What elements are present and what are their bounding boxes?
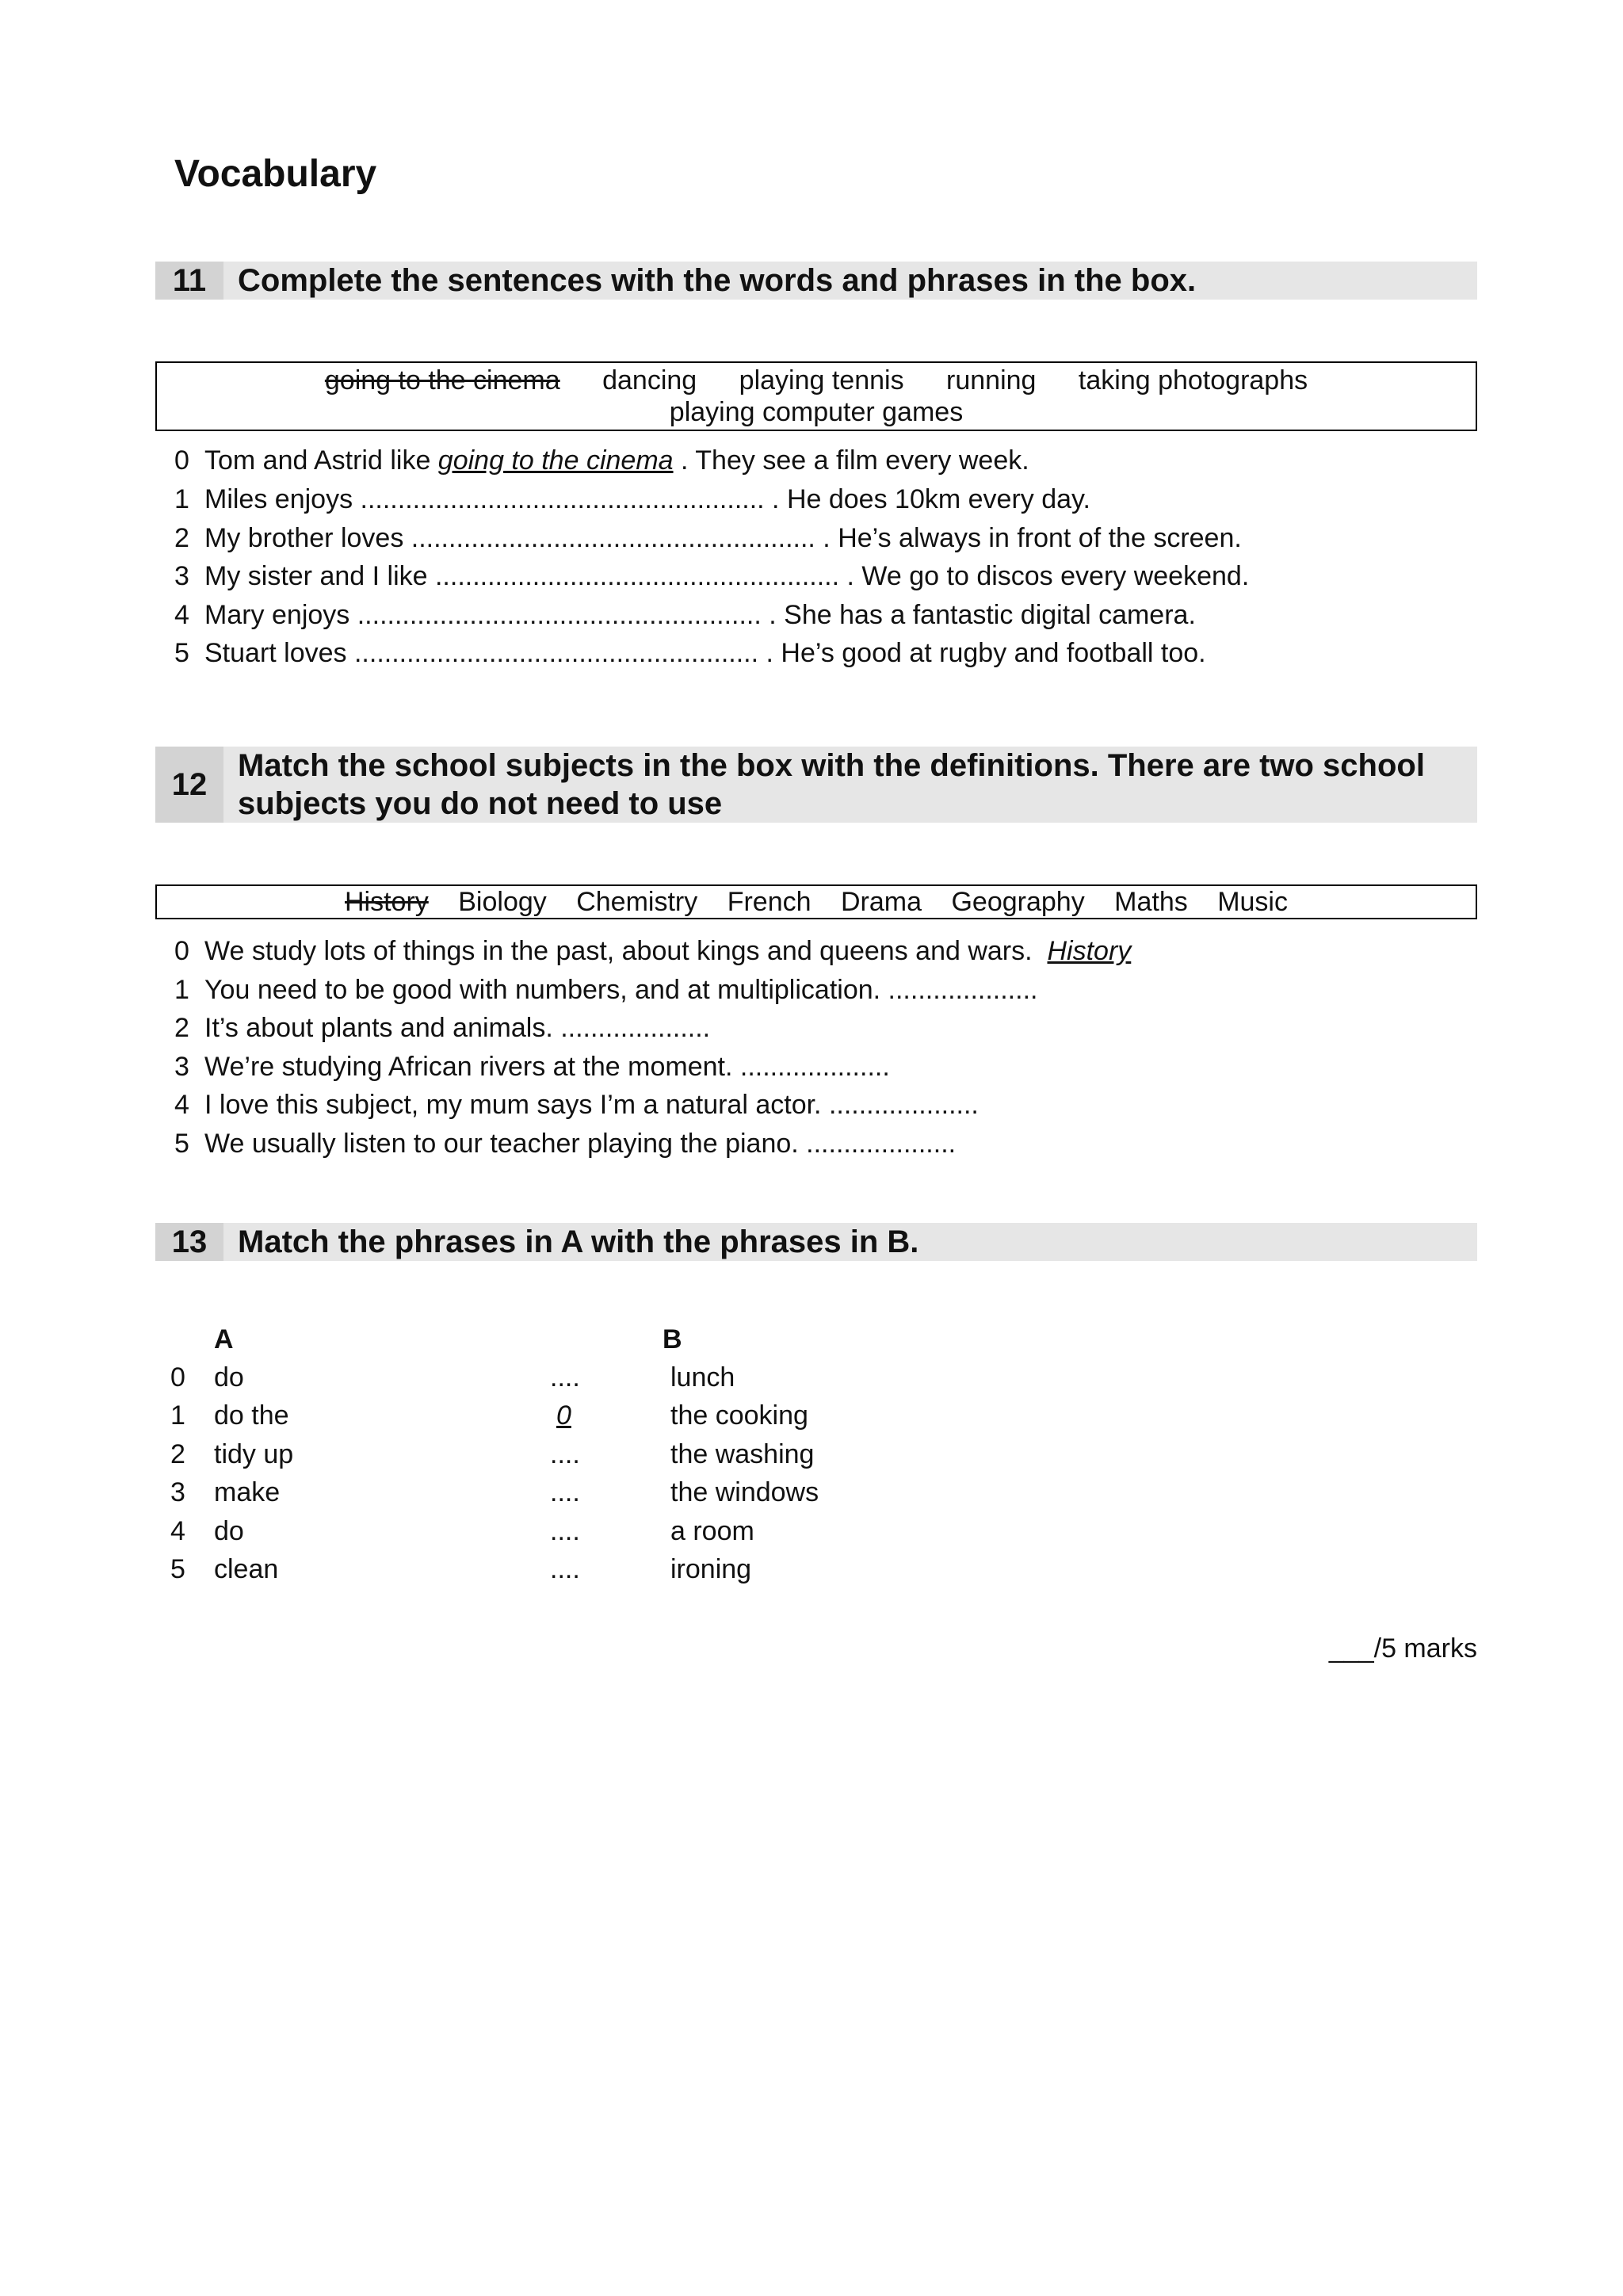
item-number: 2 — [174, 523, 189, 553]
marks-total: ___/5 marks — [1328, 1633, 1477, 1664]
match-blank: .... — [550, 1477, 580, 1507]
box-word: running — [946, 365, 1037, 395]
sentence-text: . They see a film every week. — [673, 445, 1029, 476]
definition-text: It’s about plants and animals. .................... — [204, 1013, 711, 1043]
box-word: dancing — [602, 365, 697, 395]
definition-text: We usually listen to our teacher playing the piano. .................... — [204, 1129, 957, 1159]
box-word: playing computer games — [669, 397, 964, 427]
box-word: Geography — [951, 887, 1085, 917]
column-b-heading: B — [663, 1324, 682, 1354]
word-box — [155, 361, 1477, 431]
match-blank: .... — [550, 1516, 580, 1546]
phrase-a: do — [214, 1516, 244, 1546]
example-answer: History — [1047, 936, 1132, 966]
sentence-text: Tom and Astrid like — [204, 445, 438, 476]
example-answer: 0 — [556, 1400, 571, 1431]
exercise-13-header — [155, 1223, 1477, 1261]
exercise-12-header — [155, 747, 1477, 823]
definition-text: We study lots of things in the past, about kings and queens and wars. — [204, 936, 1033, 966]
item-number: 5 — [174, 1129, 189, 1159]
definition-text: You need to be good with numbers, and at multiplication. .................... — [204, 975, 1038, 1005]
definition-item — [174, 935, 1131, 967]
definition-item — [174, 1051, 890, 1083]
item-number: 4 — [174, 600, 189, 630]
box-word: Drama — [840, 887, 922, 917]
sentence-text: Stuart loves ...................................................... . He’s good at rugby and football too. — [204, 638, 1206, 668]
exercise-number: 12 — [155, 747, 223, 823]
row-number: 0 — [170, 1362, 185, 1392]
row-number: 2 — [170, 1439, 185, 1469]
box-word: Chemistry — [576, 887, 698, 917]
sentence-text: My sister and I like ...................................................... . We go to discos every weekend. — [204, 561, 1250, 591]
page-title: Vocabulary — [174, 153, 377, 195]
definition-text: We’re studying African rivers at the moment. .................... — [204, 1052, 890, 1082]
phrase-a: clean — [214, 1554, 279, 1584]
definition-item — [174, 974, 1037, 1006]
exercise-instruction: Match the school subjects in the box with the definitions. There are two school subjects you do not need to use — [238, 748, 1425, 821]
match-blank: .... — [550, 1554, 580, 1584]
item-number: 1 — [174, 484, 189, 514]
phrase-b: a room — [670, 1516, 754, 1546]
item-number: 1 — [174, 975, 189, 1005]
box-word: Biology — [458, 887, 547, 917]
row-number: 4 — [170, 1516, 185, 1546]
word-box — [155, 884, 1477, 919]
sentence-item — [174, 522, 1242, 554]
phrase-a: do — [214, 1362, 244, 1392]
box-word-example: History — [345, 887, 429, 917]
exercise-number: 11 — [155, 262, 223, 300]
definition-text: I love this subject, my mum says I’m a natural actor. .................... — [204, 1090, 979, 1120]
box-word: Music — [1217, 887, 1288, 917]
sentence-text: Miles enjoys ...................................................... . He does 10km every day. — [204, 484, 1090, 514]
item-number: 5 — [174, 638, 189, 668]
item-number: 0 — [174, 936, 189, 966]
phrase-b: the washing — [670, 1439, 815, 1469]
exercise-instruction: Match the phrases in A with the phrases in B. — [238, 1224, 919, 1259]
item-number: 0 — [174, 445, 189, 476]
box-word: playing tennis — [739, 365, 904, 395]
item-number: 3 — [174, 561, 189, 591]
row-number: 1 — [170, 1400, 185, 1431]
column-a-heading: A — [214, 1324, 234, 1354]
phrase-a: tidy up — [214, 1439, 294, 1469]
phrase-a: make — [214, 1477, 281, 1507]
sentence-item — [174, 560, 1249, 592]
definition-item — [174, 1128, 956, 1159]
definition-item — [174, 1012, 710, 1044]
box-word: Maths — [1114, 887, 1188, 917]
item-number: 2 — [174, 1013, 189, 1043]
exercise-instruction: Complete the sentences with the words and phrases in the box. — [238, 263, 1197, 298]
phrase-b: lunch — [670, 1362, 735, 1392]
box-word: taking photographs — [1078, 365, 1308, 395]
row-number: 3 — [170, 1477, 185, 1507]
sentence-text: My brother loves ...................................................... . He’s always in front of the screen. — [204, 523, 1242, 553]
item-number: 4 — [174, 1090, 189, 1120]
row-number: 5 — [170, 1554, 185, 1584]
box-word-example: going to the cinema — [324, 365, 560, 395]
phrase-b: the windows — [670, 1477, 819, 1507]
definition-item — [174, 1089, 979, 1121]
box-word: French — [727, 887, 812, 917]
sentence-text: Mary enjoys ...................................................... . She has a fantastic digital camera. — [204, 600, 1196, 630]
example-answer: going to the cinema — [437, 445, 674, 476]
phrase-b: the cooking — [670, 1400, 808, 1431]
sentence-item — [174, 637, 1206, 669]
sentence-item — [174, 483, 1090, 515]
match-blank: .... — [550, 1439, 580, 1469]
phrase-a: do the — [214, 1400, 289, 1431]
phrase-b: ironing — [670, 1554, 752, 1584]
item-number: 3 — [174, 1052, 189, 1082]
exercise-11-header — [155, 262, 1477, 300]
sentence-item — [174, 445, 1029, 476]
sentence-item — [174, 599, 1196, 631]
exercise-number: 13 — [155, 1223, 223, 1261]
match-blank: .... — [550, 1362, 580, 1392]
